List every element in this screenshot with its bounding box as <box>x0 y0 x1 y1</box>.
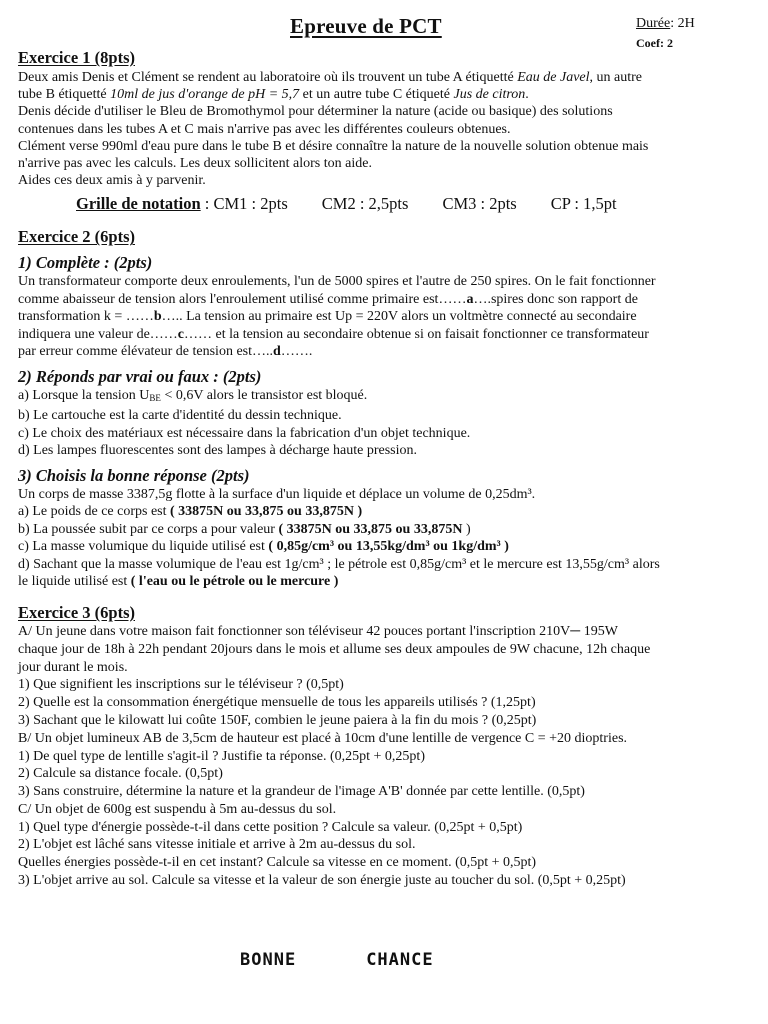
ex2-q3-item <box>18 538 754 556</box>
grading-grid-title: Grille de notation <box>76 194 201 214</box>
ex3-line: 1) De quel type de lentille s'agit-il ? Justifie ta réponse. (0,25pt + 0,25pt) <box>18 748 425 764</box>
ex2-question-3-title: 3) Choisis la bonne réponse (2pts) <box>18 465 250 485</box>
ex3-line: Quelles énergies possède-t-il en cet instant? Calcule sa vitesse en ce moment. (0,5pt + 0,5pt) <box>18 855 537 871</box>
footer-wish <box>240 952 540 969</box>
ex1-line: Aides ces deux amis à y parvenir. <box>18 173 206 189</box>
ex3-line: 2) L'objet est lâché sans vitesse initiale et arrive à 2m au-dessus du sol. <box>18 837 416 853</box>
grading-item: CM3 : 2pts <box>442 194 517 214</box>
subscript: BE <box>149 392 161 403</box>
footer-word-2: CHANCE <box>366 950 434 970</box>
ex3-line: 3) Sachant que le kilowatt lui coûte 150F, combien le jeune paiera à la fin du mois ? (0,25pt) <box>18 712 537 728</box>
exercise-1-body <box>18 69 754 189</box>
text: ) <box>462 521 471 537</box>
grading-item: : CM1 : 2pts <box>204 194 288 214</box>
ex3-line: 2) Quelle est la consommation énergétique mensuelle de tous les appareils utilisés ? (1,25pt) <box>18 695 536 711</box>
ex2-q1-line <box>18 291 754 309</box>
text: a) Lorsque la tension U <box>18 387 150 403</box>
blank-marker: c <box>177 326 184 342</box>
ex1-tube-b-label: 10ml de jus d'orange de pH = 5,7 <box>110 87 300 103</box>
ex3-line: 1) Que signifient les inscriptions sur le téléviseur ? (0,5pt) <box>18 677 344 693</box>
ex2-q3-item <box>18 503 754 521</box>
grading-grid <box>76 193 754 215</box>
ex2-q1-line <box>18 343 754 361</box>
ex1-line: n'arrive pas avec les calculs. Les deux sollicitent alors ton aide. <box>18 156 372 172</box>
exercise-2 <box>18 227 754 591</box>
exam-page <box>18 14 754 890</box>
text: …… et la tension au secondaire obtenue si on faisait fonctionner ce transformateur <box>184 326 649 342</box>
exam-meta <box>636 16 695 51</box>
exercise-3-heading: Exercice 3 (6pts) <box>18 602 135 622</box>
text: ….spires donc son rapport de <box>473 291 638 307</box>
duration-value: : 2H <box>670 16 695 31</box>
ex2-q3-intro: Un corps de masse 3387,5g flotte à la surface d'un liquide et déplace un volume de 0,25dm³. <box>18 486 536 502</box>
text: b) La poussée subit par ce corps a pour valeur <box>18 521 279 537</box>
ex2-question-1-title: 1) Complète : (2pts) <box>18 253 153 273</box>
text: ……. <box>280 344 313 360</box>
duration-label: Durée <box>636 16 671 31</box>
ex1-line: contenues dans les tubes A et C mais n'arrive pas avec les différentes couleurs obtenues. <box>18 121 511 137</box>
ex2-q3-item <box>18 521 754 539</box>
text: par erreur comme élévateur de tension est….. <box>18 344 274 360</box>
text: comme abaisseur de tension alors l'enroulement utilisé comme primaire est…… <box>18 291 467 307</box>
ex2-q2-item <box>18 387 754 408</box>
choices: ( 33875N ou 33,875 ou 33,875N ) <box>170 504 363 520</box>
exercise-3 <box>18 603 754 890</box>
ex3-line: 1) Quel type d'énergie possède-t-il dans cette position ? Calcule sa valeur. (0,25pt + 0,5pt) <box>18 819 523 835</box>
ex1-line <box>18 69 754 86</box>
blank-marker: a <box>466 291 474 307</box>
choices: ( 33875N ou 33,875 ou 33,875N <box>278 521 463 537</box>
grading-item: CP : 1,5pt <box>550 194 617 214</box>
text: le liquide utilisé est <box>18 574 131 590</box>
ex2-q3-item <box>18 573 754 591</box>
ex2-q1-line <box>18 308 754 326</box>
ex2-question-2-title: 2) Réponds par vrai ou faux : (2pts) <box>18 366 262 386</box>
ex3-line: 3) Sans construire, détermine la nature et la grandeur de l'image A'B' donnée par cette lentille. (0,5pt) <box>18 784 585 800</box>
text: a) Le poids de ce corps est <box>18 504 170 520</box>
choices: ( 0,85g/cm³ ou 13,55kg/dm³ ou 1kg/dm³ ) <box>268 539 509 555</box>
ex1-text: Deux amis Denis et Clément se rendent au laboratoire où ils trouvent un tube A étiquetté <box>18 70 518 85</box>
ex1-line: Denis décide d'utiliser le Bleu de Bromothymol pour déterminer la nature (acide ou basique) des solutions <box>18 104 613 120</box>
footer-word-1: BONNE <box>240 950 297 970</box>
ex3-line: 3) L'objet arrive au sol. Calcule sa vitesse et la valeur de son énergie juste au toucher du sol. (0,5pt + 0,25pt) <box>18 873 626 889</box>
ex1-text: et un autre tube C étiqueté <box>299 87 454 103</box>
exercise-2-heading: Exercice 2 (6pts) <box>18 227 135 247</box>
ex1-tube-c-label: Jus de citron <box>453 87 526 103</box>
ex1-line: Clément verse 990ml d'eau pure dans le tube B et désire connaître la nature de la nouvelle solution obtenue mais <box>18 138 649 154</box>
ex2-q2-item: d) Les lampes fluorescentes sont des lampes à décharge haute pression. <box>18 443 417 459</box>
ex2-q1-line: Un transformateur comporte deux enroulements, l'un de 5000 spires et l'autre de 250 spires. On le fait fonctionner <box>18 274 656 290</box>
text: indiquera une valeur de…… <box>18 326 178 342</box>
exam-header <box>18 14 754 48</box>
ex1-tube-a-label: Eau de Javel <box>517 70 590 85</box>
text: ….. La tension au primaire est Up = 220V alors un voltmètre connecté au secondaire <box>161 309 637 325</box>
duration <box>636 16 695 32</box>
ex2-q2-item: b) Le cartouche est la carte d'identité du dessin technique. <box>18 408 342 424</box>
blank-marker: b <box>153 309 162 325</box>
ex3-line: jour durant le mois. <box>18 659 128 675</box>
ex3-line: chaque jour de 18h à 22h pendant 20jours dans le mois et allume ses deux ampoules de 9W chacune, 12h chaque <box>18 641 651 657</box>
text: < 0,6V alors le transistor est bloqué. <box>160 387 368 403</box>
grading-item: CM2 : 2,5pts <box>321 194 409 214</box>
ex3-line: 2) Calcule sa distance focale. (0,5pt) <box>18 766 223 782</box>
blank-marker: d <box>273 344 281 360</box>
ex3-line: A/ Un jeune dans votre maison fait fonctionner son téléviseur 42 pouces portant l'inscription 210V─ 195W <box>18 623 618 639</box>
ex3-line: B/ Un objet lumineux AB de 3,5cm de hauteur est placé à 10cm d'une lentille de vergence C = +20 dioptries. <box>18 730 628 746</box>
choices: ( l'eau ou le pétrole ou le mercure ) <box>130 574 339 590</box>
coefficient: Coef: 2 <box>636 36 673 50</box>
ex1-text: , un autre <box>589 70 642 85</box>
ex2-q3-item: d) Sachant que la masse volumique de l'eau est 1g/cm³ ; le pétrole est 0,85g/cm³ et le mercure est 13,55g/cm³ alors <box>18 556 660 572</box>
ex3-line: C/ Un objet de 600g est suspendu à 5m au-dessus du sol. <box>18 801 337 817</box>
text: c) La masse volumique du liquide utilisé est <box>18 539 269 555</box>
ex1-line <box>18 86 754 103</box>
ex1-text: tube B étiquetté <box>18 87 111 103</box>
ex2-q2-item: c) Le choix des matériaux est nécessaire dans la fabrication d'un objet technique. <box>18 425 471 441</box>
exam-title: Epreuve de PCT <box>290 14 442 38</box>
ex1-text: . <box>525 87 529 103</box>
ex2-q1-line <box>18 326 754 344</box>
text: transformation k = …… <box>18 309 154 325</box>
exercise-1-heading: Exercice 1 (8pts) <box>18 48 135 67</box>
